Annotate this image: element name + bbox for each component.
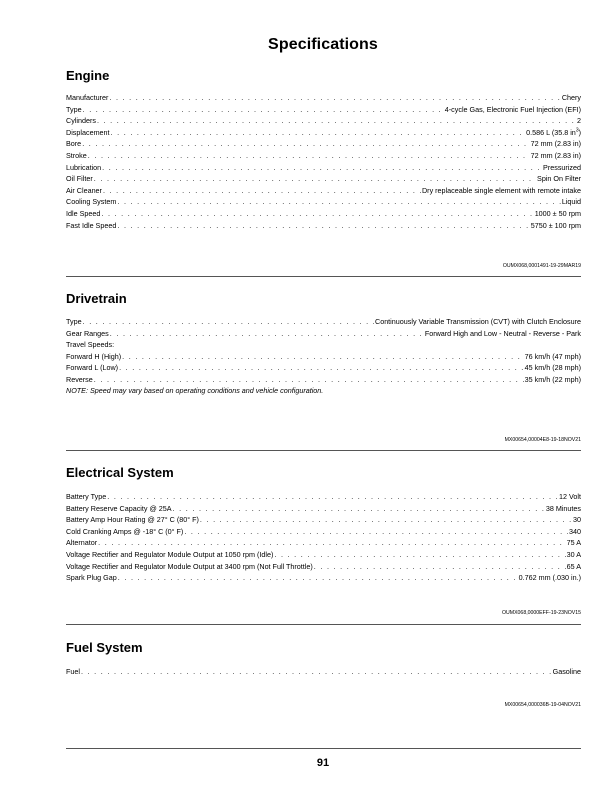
dot-leader — [83, 316, 374, 328]
spec-value: 75 A — [566, 538, 581, 548]
fuel-heading: Fuel System — [66, 640, 143, 655]
spec-value: 12 Volt — [559, 492, 581, 501]
dot-leader — [122, 351, 524, 363]
dot-leader — [101, 208, 533, 220]
spec-value: 4-cycle Gas, Electronic Fuel Injection (EFI) — [444, 104, 581, 114]
spec-value: 35 km/h (22 mph) — [524, 374, 581, 384]
dot-leader — [111, 127, 526, 139]
drivetrain-section — [66, 291, 581, 396]
engine-section — [66, 68, 581, 231]
spec-label: Voltage Rectifier and Regulator Module Output at 3400 rpm (Not Full Throttle) — [66, 561, 313, 571]
dot-leader — [117, 196, 560, 208]
spec-label: Manufacturer — [66, 93, 109, 102]
spec-value: 30 A — [566, 549, 581, 559]
cubic-superscript: 3 — [575, 127, 579, 134]
dot-leader — [102, 162, 542, 174]
fuel-reference-code: MX00654,000036B-19-04NOV21 — [504, 702, 581, 708]
spec-value: 340 — [569, 526, 581, 536]
spec-value: Spin On Filter — [537, 174, 581, 184]
displacement-value: 0.586 L (35.8 in — [526, 127, 576, 137]
speed-note: NOTE: Speed may vary based on operating conditions and vehicle configuration. — [66, 385, 324, 395]
dot-leader — [119, 362, 524, 374]
spec-label: Displacement — [66, 127, 110, 137]
spec-label: Type — [66, 104, 82, 114]
engine-row-air-cleaner — [66, 185, 581, 197]
engine-row-displacement — [66, 127, 581, 139]
footer-divider — [66, 748, 581, 749]
drivetrain-row-gear-ranges — [66, 328, 581, 340]
spec-value: 38 Minutes — [545, 503, 581, 513]
fuel-row-fuel — [66, 666, 581, 678]
drivetrain-row-reverse — [66, 374, 581, 386]
electrical-row-spark-plug-gap — [66, 572, 581, 584]
spec-value: 2 — [577, 116, 581, 126]
spec-value: 65 A — [566, 561, 581, 571]
spec-value: 0.762 mm (.030 in.) — [518, 573, 581, 583]
dot-leader — [94, 374, 524, 386]
dot-leader — [107, 491, 558, 503]
dot-leader — [173, 503, 545, 515]
spec-label: Voltage Rectifier and Regulator Module Output at 1050 rpm (Idle) — [66, 549, 274, 559]
dot-leader — [98, 537, 565, 549]
drivetrain-row-forward-high — [66, 351, 581, 363]
spec-label: Forward H (High) — [66, 351, 122, 361]
spec-label: Cooling System — [66, 197, 117, 207]
spec-label: Battery Reserve Capacity @ 25A — [66, 503, 172, 513]
spec-label: Cylinders — [66, 116, 96, 126]
dot-leader — [314, 561, 566, 573]
section-divider — [66, 276, 581, 277]
spec-value: Pressurized — [543, 162, 581, 172]
engine-row-manufacturer — [66, 92, 581, 104]
spec-value: Dry replaceable single element with remote intake — [421, 185, 581, 195]
dot-leader — [94, 173, 536, 185]
spec-label: Fuel — [66, 667, 80, 676]
engine-reference-code: OUMX068,0001491-19-29MAR19 — [502, 263, 581, 269]
spec-value: Forward High and Low - Neutral - Reverse - Park — [424, 328, 581, 338]
page-title: Specifications — [268, 36, 378, 53]
spec-label: Gear Ranges — [66, 328, 109, 338]
spec-value: 5750 ± 100 rpm — [530, 220, 581, 230]
spec-label: Type — [66, 317, 82, 326]
spec-value: Gasoline — [552, 667, 581, 676]
spec-value: Liquid — [561, 197, 581, 207]
spec-label: Oil Filter — [66, 174, 93, 184]
spec-label: Idle Speed — [66, 208, 101, 218]
engine-row-cylinders — [66, 115, 581, 127]
drivetrain-heading: Drivetrain — [66, 291, 127, 306]
spec-value — [526, 127, 581, 139]
spec-label: Bore — [66, 139, 82, 149]
spec-value: 72 mm (2.83 in) — [530, 150, 581, 160]
drivetrain-row-forward-low — [66, 362, 581, 374]
page-number: 91 — [316, 757, 330, 769]
dot-leader — [88, 150, 530, 162]
drivetrain-reference-code: MX00654,00004E8-19-18NOV21 — [504, 437, 581, 443]
dot-leader — [103, 185, 421, 197]
spec-label: Battery Type — [66, 492, 107, 501]
spec-value: Continuously Variable Transmission (CVT) with Clutch Enclosure — [375, 317, 581, 326]
electrical-row-regulator-idle — [66, 549, 581, 561]
spec-value: Chery — [561, 93, 581, 102]
spec-label: Reverse — [66, 374, 93, 384]
spec-label: Air Cleaner — [66, 185, 102, 195]
electrical-row-alternator — [66, 537, 581, 549]
drivetrain-row-type — [66, 316, 581, 328]
engine-row-idle-speed — [66, 208, 581, 220]
electrical-heading: Electrical System — [66, 465, 174, 480]
engine-row-oil-filter — [66, 173, 581, 185]
engine-row-cooling-system — [66, 196, 581, 208]
electrical-reference-code: OUMX068,0000EFF-19-23NOV15 — [501, 610, 581, 616]
dot-leader — [109, 92, 560, 104]
engine-row-fast-idle-speed — [66, 220, 581, 232]
spec-label: Battery Amp Hour Rating @ 27° C (80° F) — [66, 515, 199, 525]
electrical-row-regulator-3400 — [66, 561, 581, 573]
dot-leader — [118, 572, 518, 584]
dot-leader — [110, 328, 424, 340]
spec-label: Cold Cranking Amps @ -18° C (0° F) — [66, 526, 184, 536]
dot-leader — [83, 104, 444, 116]
spec-label: Stroke — [66, 150, 87, 160]
travel-speeds-label: Travel Speeds: — [66, 340, 115, 350]
engine-row-bore — [66, 138, 581, 150]
electrical-section — [66, 465, 581, 584]
engine-row-lubrication — [66, 162, 581, 174]
engine-row-stroke — [66, 150, 581, 162]
engine-row-type — [66, 104, 581, 116]
displacement-suffix: ) — [578, 127, 581, 137]
spec-value: 1000 ± 50 rpm — [534, 208, 581, 218]
dot-leader — [82, 138, 529, 150]
electrical-row-amp-hour-rating — [66, 514, 581, 526]
section-divider — [66, 624, 581, 625]
spec-value: 30 — [573, 515, 581, 525]
spec-label: Spark Plug Gap — [66, 573, 117, 583]
spec-label: Lubrication — [66, 162, 102, 172]
spec-value: 76 km/h (47 mph) — [524, 351, 581, 361]
electrical-row-reserve-capacity — [66, 503, 581, 515]
spec-label: Fast Idle Speed — [66, 220, 117, 230]
section-divider — [66, 450, 581, 451]
engine-heading: Engine — [66, 68, 110, 83]
dot-leader — [117, 220, 529, 232]
spec-value: 72 mm (2.83 in) — [530, 139, 581, 149]
fuel-section — [66, 640, 581, 678]
dot-leader — [97, 115, 576, 127]
spec-label: Alternator — [66, 538, 98, 548]
spec-label: Forward L (Low) — [66, 363, 119, 373]
electrical-row-cold-cranking-amps — [66, 526, 581, 538]
dot-leader — [200, 514, 572, 526]
electrical-row-battery-type — [66, 491, 581, 503]
spec-value: 45 km/h (28 mph) — [524, 363, 581, 373]
dot-leader — [184, 526, 568, 538]
dot-leader — [81, 666, 552, 678]
dot-leader — [274, 549, 565, 561]
